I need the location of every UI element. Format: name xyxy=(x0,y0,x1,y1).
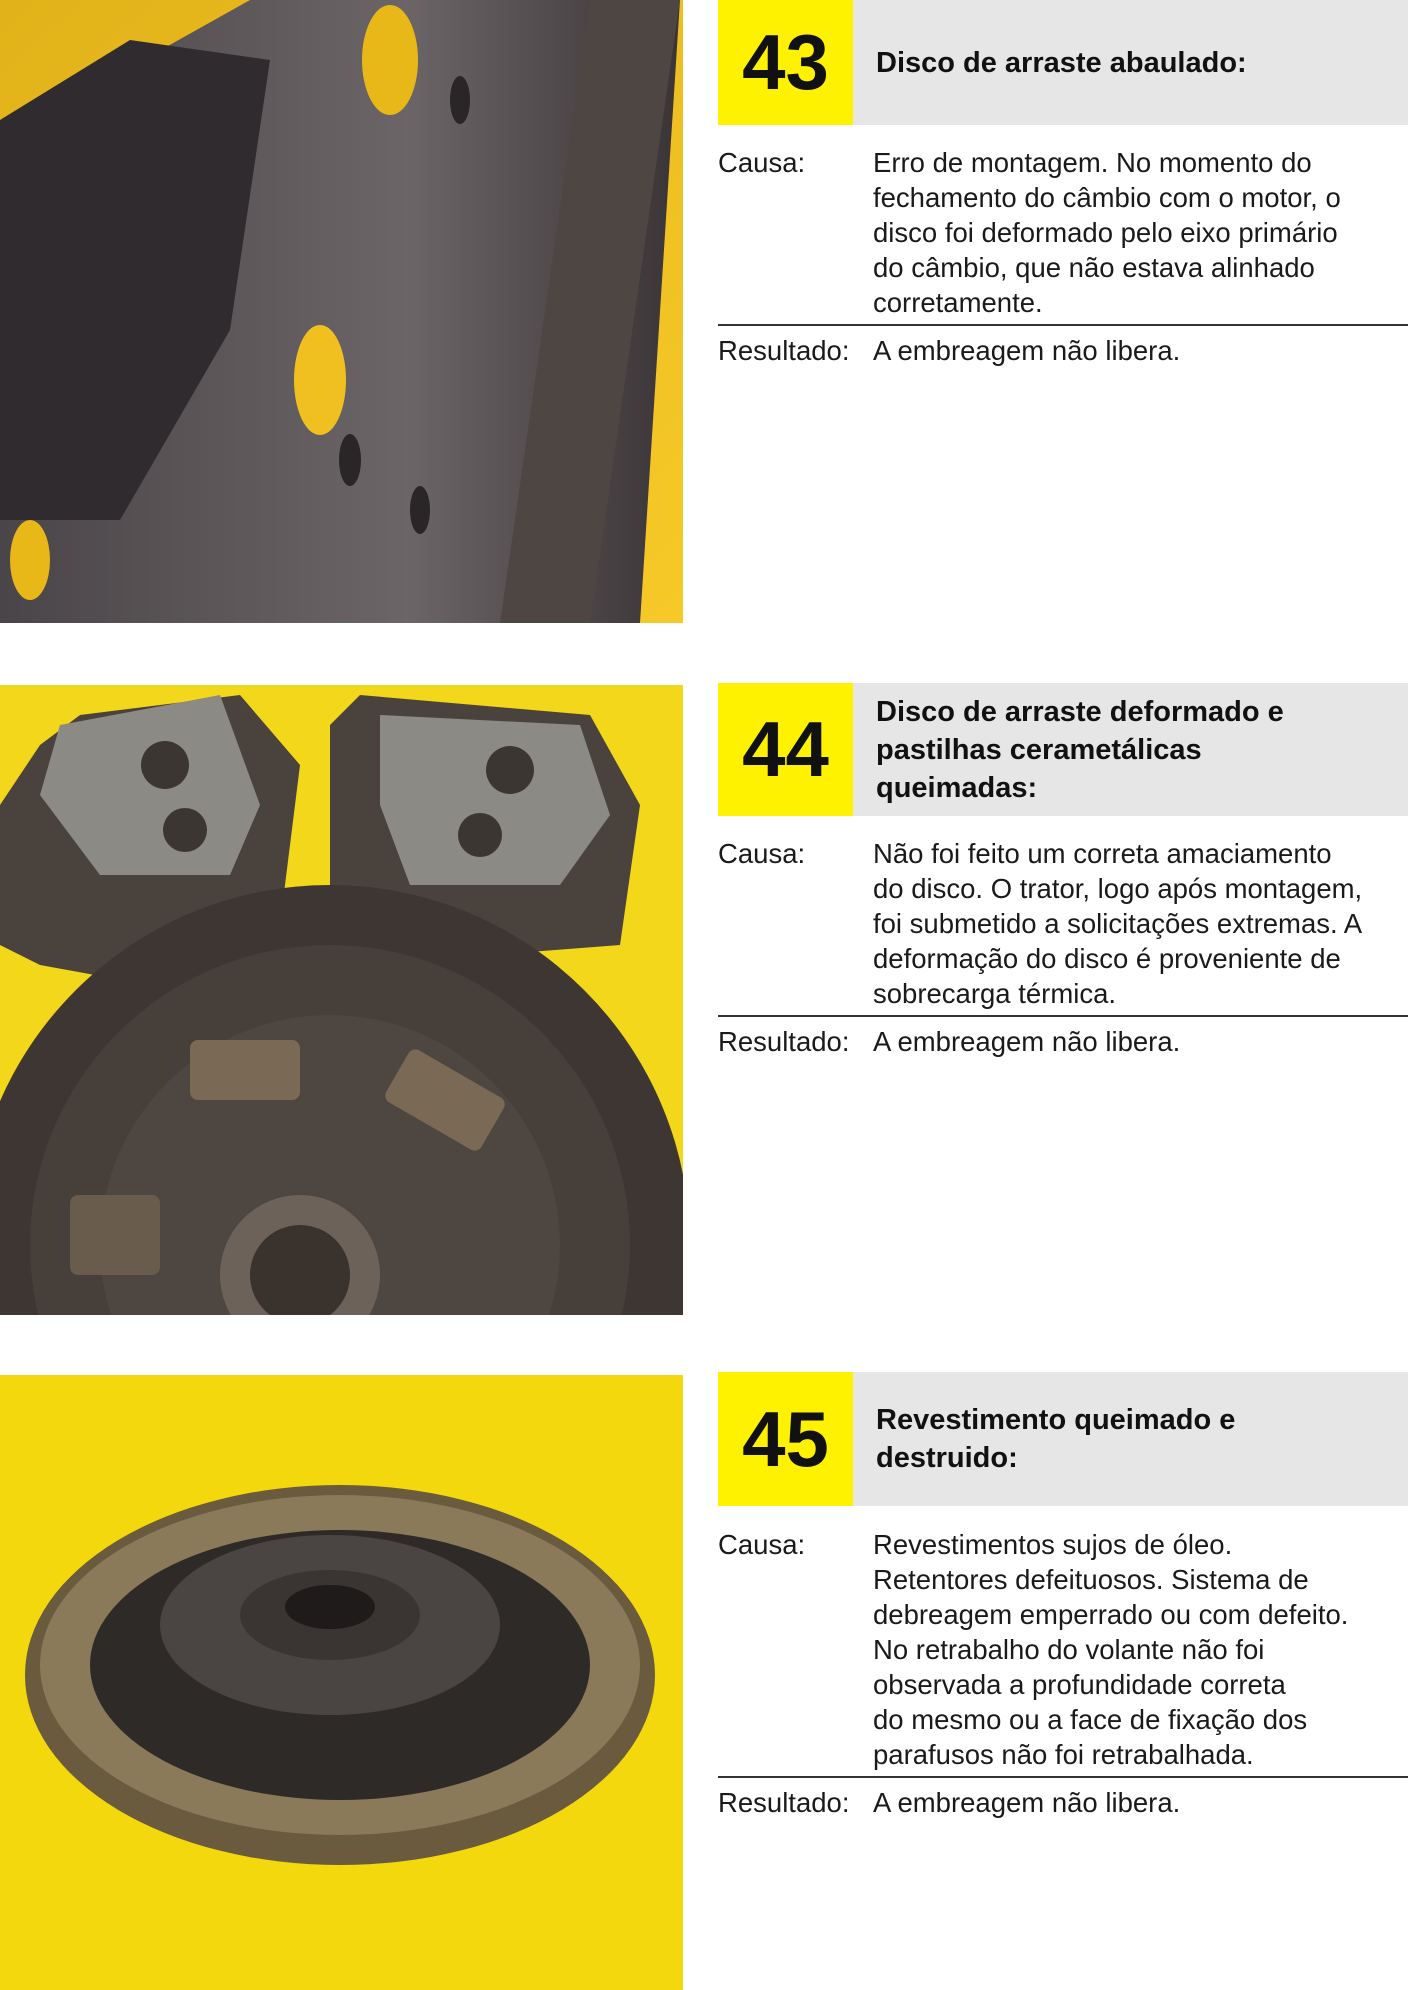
cause-text: Erro de montagem. No momento do fechamento do câmbio com o motor, o disco foi deformado pelo eixo primário do câmbio, que não estava alinhado corretamente. xyxy=(873,147,1341,318)
entry-title: Disco de arraste deformado e pastilhas cerametálicas queimadas: xyxy=(853,683,1408,816)
entry-number: 43 xyxy=(718,0,853,125)
cause-label: Causa: xyxy=(718,147,806,178)
entry-44-header xyxy=(718,683,1408,816)
cause-row xyxy=(718,145,1408,320)
entry-43-header xyxy=(718,0,1408,125)
result-row xyxy=(718,1785,1408,1820)
result-text: A embreagem não libera. xyxy=(873,1026,1181,1057)
result-text: A embreagem não libera. xyxy=(873,1787,1181,1818)
warped-clutch-disc-photo xyxy=(0,0,683,623)
entry-title: Disco de arraste abaulado: xyxy=(853,0,1408,125)
result-label: Resultado: xyxy=(718,1787,850,1818)
burned-lining-clutch-disc-photo xyxy=(0,1375,683,1990)
cause-label: Causa: xyxy=(718,1529,806,1560)
cause-row xyxy=(718,836,1408,1011)
result-label: Resultado: xyxy=(718,335,850,366)
entry-43-body xyxy=(718,145,1408,368)
cause-text: Não foi feito um correta amaciamento do disco. O trator, logo após montagem, foi submetido a solicitações extremas. A deformação do disco é proveniente de sobrecarga térmica. xyxy=(873,838,1363,1009)
cause-label: Causa: xyxy=(718,838,806,869)
divider xyxy=(718,1015,1408,1017)
cause-row xyxy=(718,1527,1408,1772)
ceramic-pad-clutch-disc-photo xyxy=(0,685,683,1315)
divider xyxy=(718,324,1408,326)
divider xyxy=(718,1776,1408,1778)
entry-number: 44 xyxy=(718,683,853,816)
entry-number: 45 xyxy=(718,1372,853,1506)
entry-45-body xyxy=(718,1527,1408,1820)
result-row xyxy=(718,333,1408,368)
entry-45-header xyxy=(718,1372,1408,1506)
entry-44-body xyxy=(718,836,1408,1059)
result-label: Resultado: xyxy=(718,1026,850,1057)
result-text: A embreagem não libera. xyxy=(873,335,1181,366)
result-row xyxy=(718,1024,1408,1059)
entry-title: Revestimento queimado e destruido: xyxy=(853,1372,1408,1506)
cause-text: Revestimentos sujos de óleo. Retentores defeituosos. Sistema de debreagem emperrado ou com defeito. No retrabalho do volante não foi observada a profundidade correta do mesmo ou a face de fixação dos parafusos não foi retrabalhada. xyxy=(873,1529,1349,1770)
